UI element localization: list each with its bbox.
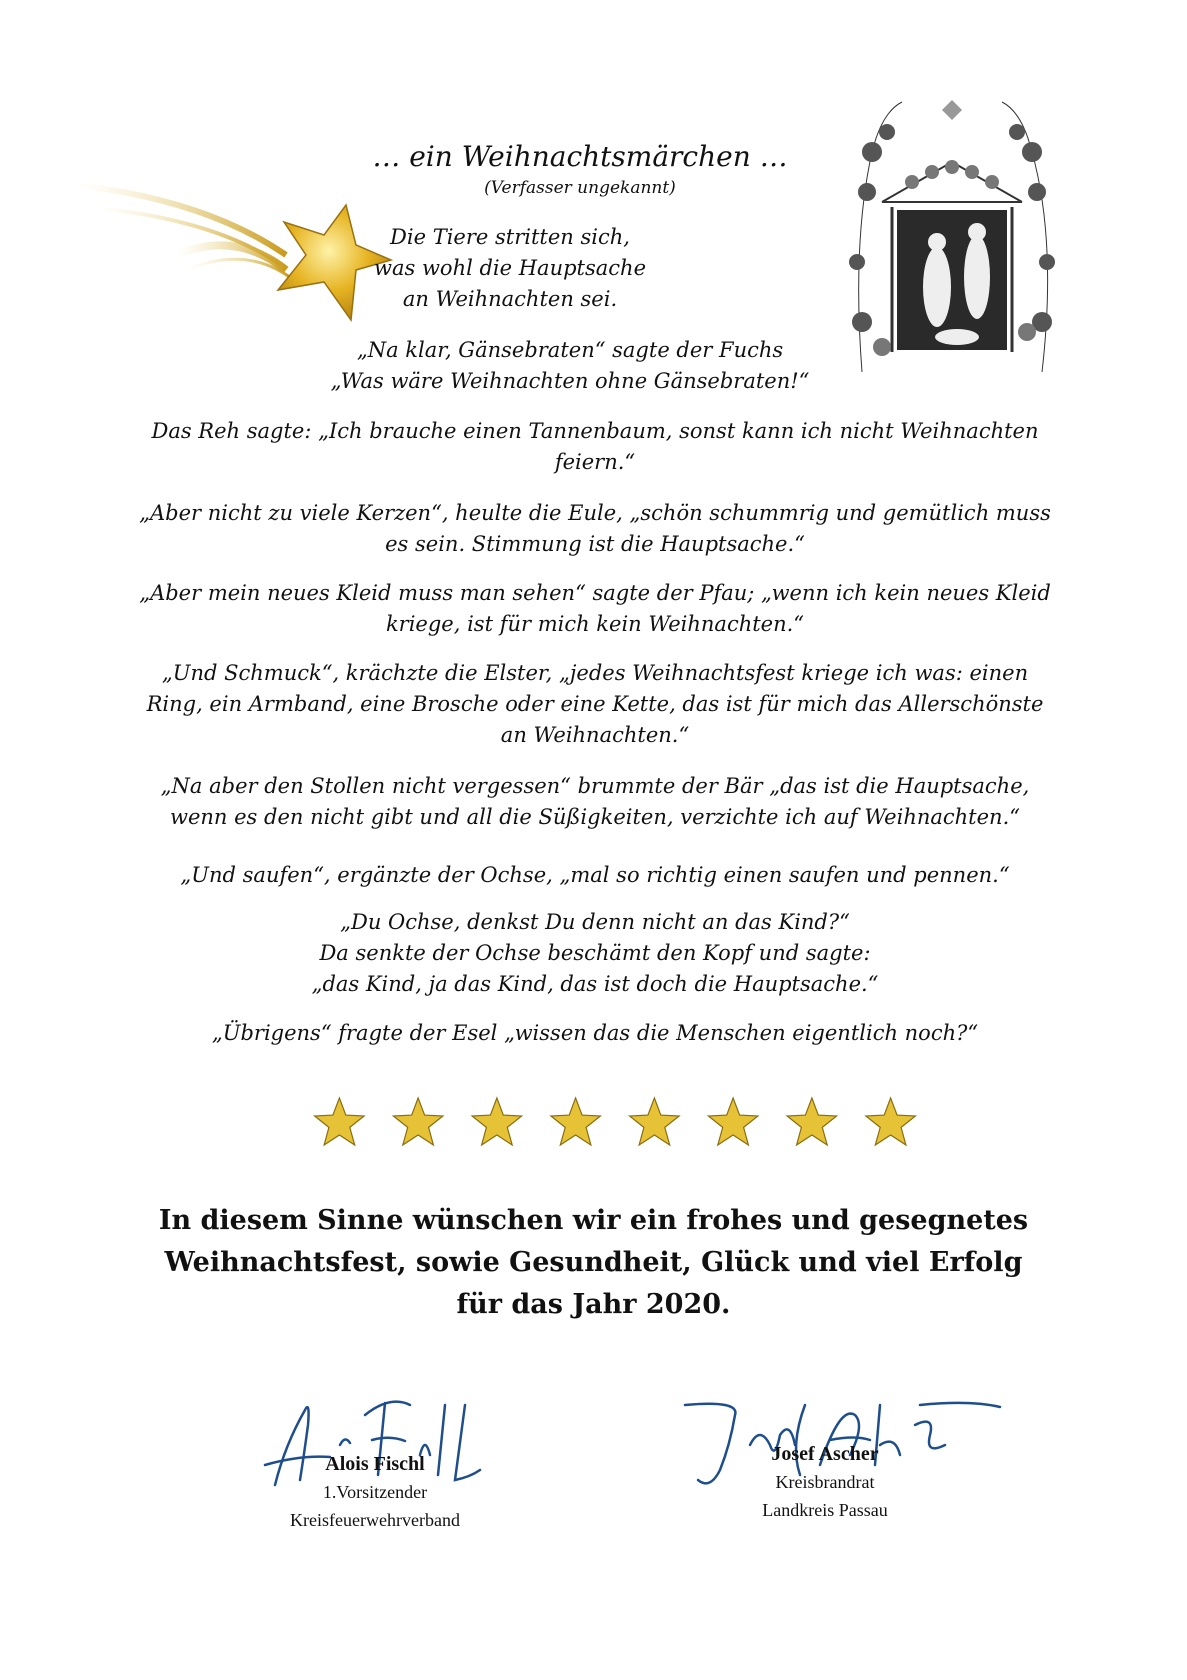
paragraph-fuchs: „Na klar, Gänsebraten“ sagte der Fuchs „Was wäre Weihnachten ohne Gänsebraten!“ xyxy=(330,338,810,393)
closing-greeting: In diesem Sinne wünschen wir ein frohes und gesegnetes Weihnachtsfest, sowie Gesundheit, Glück und viel Erfolg für das Jahr 2020. xyxy=(158,1205,1029,1320)
star-icon xyxy=(630,1098,680,1145)
paragraph-intro: Die Tiere stritten sich, was wohl die Hauptsache an Weihnachten sei. xyxy=(374,225,646,311)
signer-org: Landkreis Passau xyxy=(762,1500,888,1520)
paragraph-baer: „Na aber den Stollen nicht vergessen“ brummte der Bär „das ist die Hauptsache, wenn es den nicht gibt und all die Süßigkeiten, verzichte ich auf Weihnachten.“ xyxy=(160,774,1030,829)
paragraph-reh: Das Reh sagte: „Ich brauche einen Tannenbaum, sonst kann ich nicht Weihnachten feiern.“ xyxy=(151,419,1039,474)
star-icon xyxy=(472,1098,521,1145)
star-icon xyxy=(708,1098,758,1145)
star-icon xyxy=(551,1098,601,1145)
signer-name: Josef Ascher xyxy=(771,1443,879,1465)
paragraph-eule: „Aber nicht zu viele Kerzen“, heulte die Eule, „schön schummrig und gemütlich muss es sein. Stimmung ist die Hauptsache.“ xyxy=(139,501,1051,556)
star-icon xyxy=(315,1098,365,1145)
signer-role: Kreisbrandrat xyxy=(775,1472,875,1492)
signer-name: Alois Fischl xyxy=(325,1453,425,1475)
signer-org: Kreisfeuerwehrverband xyxy=(290,1510,460,1530)
paragraph-ochse: „Und saufen“, ergänzte der Ochse, „mal so richtig einen saufen und pennen.“ xyxy=(180,863,1010,887)
signature-block-right xyxy=(700,1440,950,1524)
story-title: … ein Weihnachtsmärchen … xyxy=(372,140,788,173)
stars-row xyxy=(300,1092,930,1154)
nativity-scene-image xyxy=(842,92,1062,374)
paragraph-pfau: „Aber mein neues Kleid muss man sehen“ sagte der Pfau; „wenn ich kein neues Kleid kriege, ist für mich kein Weihnachten.“ xyxy=(139,581,1051,636)
signature-block-left xyxy=(250,1450,500,1534)
paragraph-kind: „Du Ochse, denkst Du denn nicht an das Kind?“ Da senkte der Ochse beschämt den Kopf und sagte: „das Kind, ja das Kind, das ist doch die Hauptsache.“ xyxy=(311,910,879,996)
star-icon xyxy=(393,1098,443,1145)
story-subtitle: (Verfasser ungekannt) xyxy=(484,178,676,198)
paragraph-esel: „Übrigens“ fragte der Esel „wissen das die Menschen eigentlich noch?“ xyxy=(211,1021,979,1045)
signer-role: 1.Vorsitzender xyxy=(322,1482,428,1502)
star-icon xyxy=(787,1098,837,1145)
paragraph-elster: „Und Schmuck“, krächzte die Elster, „jedes Weihnachtsfest kriege ich was: einen Ring, ein Armband, eine Brosche oder eine Kette, das ist für mich das Allerschönste an Weihnachten.“ xyxy=(146,661,1044,747)
star-icon xyxy=(866,1098,916,1145)
